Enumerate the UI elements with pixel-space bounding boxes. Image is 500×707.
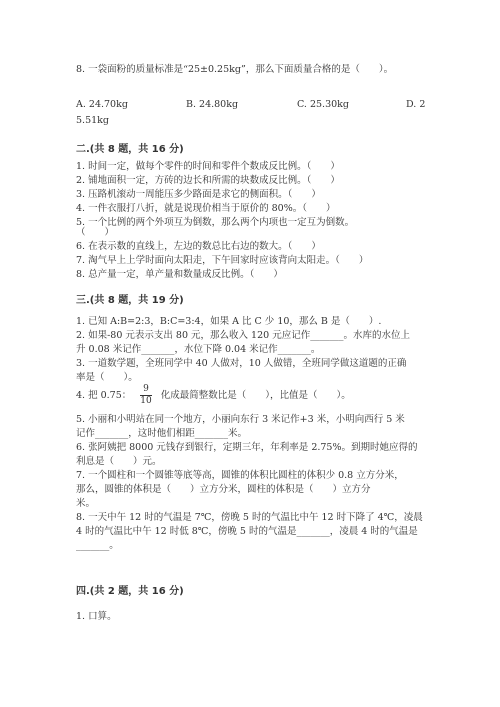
section-4-title: 四.(共 2 题，共 16 分) <box>76 586 184 597</box>
section-2-item: 4. 一件衣服打八折，就是说现价相当于原价的 80%。（ ） <box>76 203 336 214</box>
q4-prefix: 4. 把 0.75： <box>76 390 132 401</box>
section-3-line: 利息是（ ）元。 <box>76 456 162 467</box>
section-3-line: 7. 一个圆柱和一个圆锥等底等高，圆锥的体积比圆柱的体积少 0.8 立方分米， <box>76 470 404 481</box>
section-3-line: 1. 已知 A:B=2:3，B:C=3:4，如果 A 比 C 少 10，那么 B 是（ ）. <box>76 316 382 327</box>
section-3-line: 记作_______，这时他们相距_______米。 <box>76 428 248 439</box>
section-2-item: 2. 铺地面积一定，方砖的边长和所需的块数成反比例。（ ） <box>76 175 340 186</box>
option-d: D. 2 <box>406 99 426 110</box>
section-3-title: 三.(共 8 题，共 19 分) <box>76 295 184 306</box>
fraction <box>140 384 151 407</box>
section-3-line: 米。 <box>76 498 96 509</box>
fraction-denominator: 10 <box>140 396 152 406</box>
section-3-line: 那么，圆锥的体积是（ ）立方分米，圆柱的体积是（ ）立方分 <box>76 484 371 495</box>
section-3-line: 率是（ ）。 <box>76 372 138 383</box>
section-2-item-continued: （ ） <box>76 227 115 238</box>
section-3-line: 4 时的气温比中午 12 时低 8℃，傍晚 5 时的气温是_______，凌晨 4 时的气温是 <box>76 526 418 537</box>
section-3-line: 3. 一道数学题，全班同学中 40 人做对，10 人做错，全班同学做这道题的正确 <box>76 358 407 369</box>
section-2-item: 5. 一个比例的两个外项互为倒数，那么两个内项也一定互为倒数。 <box>76 217 355 228</box>
section-3-line: 5. 小丽和小明站在同一个地方，小丽向东行 3 米记作+3 米，小明向西行 5 米 <box>76 414 405 425</box>
section-3-line: 2. 如果-80 元表示支出 80 元，那么收入 120 元应记作_______。水库的水位上 <box>76 330 410 341</box>
option-d-continued: 5.51kg <box>76 115 109 126</box>
option-a: A. 24.70kg <box>76 99 128 110</box>
section-2-item: 7. 淘气早上上学时面向太阳走，下午回家时应该背向太阳走。（ ） <box>76 255 369 266</box>
section-2-item: 8. 总产量一定，单产量和数量成反比例。（ ） <box>76 269 283 280</box>
section-3-line: _______。 <box>76 540 119 551</box>
question-8-text: 8. 一袋面粉的质量标准是“25±0.25kg”，那么下面质量合格的是（ ）。 <box>76 64 394 75</box>
option-b: B. 24.80kg <box>186 99 239 110</box>
section-2-item: 1. 时间一定，做每个零件的时间和零件个数成反比例。（ ） <box>76 161 340 172</box>
section-2-item: 3. 压路机滚动一周能压多少路面是求它的侧面积。（ ） <box>76 189 321 200</box>
section-3-line: 8. 一天中午 12 时的气温是 7℃，傍晚 5 时的气温比中午 12 时下降了 4℃，凌晨 <box>76 512 423 523</box>
section-3-question-4 <box>76 384 351 407</box>
section-3-line: 6. 张阿姨把 8000 元钱存到银行，定期三年，年利率是 2.75%。到期时她应得的 <box>76 442 418 453</box>
section-4-item: 1. 口算。 <box>76 611 117 622</box>
section-2-item: 6. 在表示数的直线上，左边的数总比右边的数大。（ ） <box>76 241 321 252</box>
section-2-title: 二.(共 8 题，共 16 分) <box>76 144 184 155</box>
option-c: C. 25.30kg <box>297 99 350 110</box>
fraction-numerator: 9 <box>140 384 151 396</box>
q4-suffix: 化成最简整数比是（ ），比值是（ ）。 <box>160 390 351 401</box>
section-3-line: 升 0.08 米记作_______，水位下降 0.04 米记作_______。 <box>76 344 321 355</box>
